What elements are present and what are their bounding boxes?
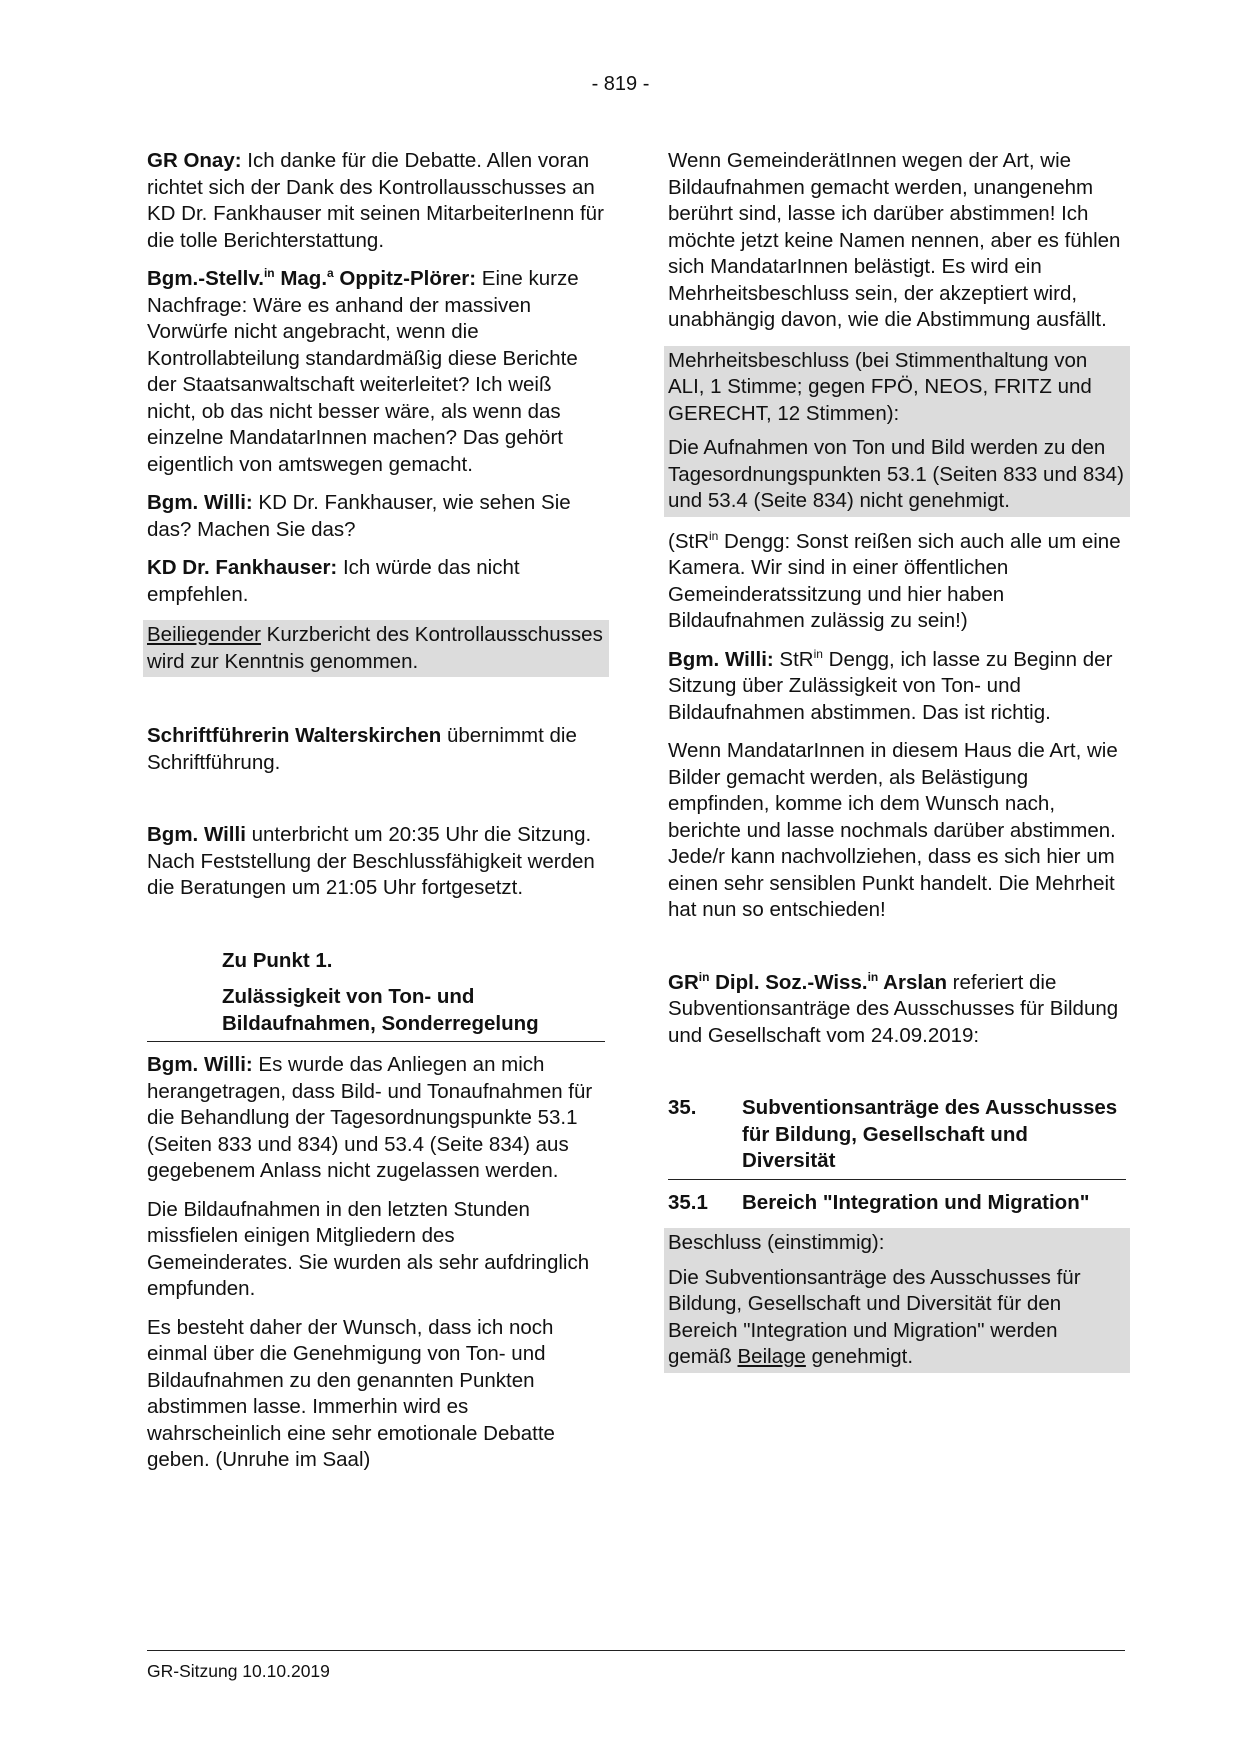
agenda-item-35-1 [668, 1190, 1126, 1217]
resolution-vote: Mehrheitsbeschluss (bei Stimmenthaltung von ALI, 1 Stimme; gegen FPÖ, NEOS, FRITZ und GERECHT, 12 Stimmen): [668, 348, 1092, 425]
speaker: Bgm.-Stellv.$^{in}$ Mag.$^a$ Oppitz-Plörer: [147, 266, 477, 290]
footer: GR-Sitzung 10.10.2019 [147, 1650, 1125, 1682]
resolution-vote: Beschluss (einstimmig): [668, 1231, 885, 1254]
paragraph-mandatarinnen: Wenn MandatarInnen in diesem Haus die Art, wie Bilder gemacht werden, als Belästigung empfinden, komme ich dem Wunsch nach, berichte und lasse nochmals darüber abstimmen. Jede/r kann nachvollziehen, dass es sich hier um einen sehr sensiblen Punkt handelt. Die Mehrheit hat nun so entschieden! [668, 739, 1118, 921]
agenda-item-title: Subventionsanträge des Ausschusses für Bildung, Gesellschaft und Diversität [742, 1096, 1118, 1172]
speaker: Bgm. Willi [147, 823, 246, 846]
agenda-item-number: 35.1 [668, 1190, 708, 1214]
resolution-box-beschluss [664, 1228, 1130, 1373]
left-column [147, 148, 605, 1486]
paragraph-gemeinderaete: Wenn GemeinderätInnen wegen der Art, wie Bildaufnahmen gemacht werden, unangenehm berührt sind, lasse ich darüber abstimmen! Ich möchte jetzt keine Namen nennen, aber es fühlen sich MandatarInnen belästigt. Es wird ein Mehrheitsbeschluss sein, der akzeptiert wird, unabhängig davon, wie die Abstimmung ausfällt. [668, 149, 1121, 331]
paragraph-arslan [668, 970, 1126, 1050]
paragraph-text: Ich danke für die Debatte. Allen voran richtet sich der Dank des Kontrollausschusses an KD Dr. Fankhauser mit seinen MitarbeiterInenn für die tolle Berichterstattung. [147, 149, 604, 252]
paragraph-text: referiert die Subventionsanträge des Ausschusses für Bildung und Gesellschaft vom 24.09.2019: [668, 970, 1119, 1047]
agenda-item-title: Zulässigkeit von Ton- und Bildaufnahmen, Sonderregelung [222, 985, 539, 1035]
paragraph-fankhauser [147, 555, 605, 608]
paragraph-unterbrechung [147, 822, 605, 902]
paragraph-oppitz-ploerer [147, 266, 605, 478]
paragraph-dengg: (StR$^{in}$ Dengg: Sonst reißen sich auch alle um eine Kamera. Wir sind in einer öffentlichen Gemeinderatssitzung und hier haben Bildaufnahmen zulässig zu sein!) [668, 528, 1121, 632]
paragraph-willi-3: Bgm. Willi: StR$^{in}$ Dengg, ich lasse zu Beginn der Sitzung über Zulässigkeit von Ton- und Bildaufnahmen abstimmen. Das ist richtig. [668, 646, 1113, 724]
paragraph-text: Ich würde das nicht empfehlen. [147, 556, 520, 606]
paragraph-willi-1 [147, 490, 605, 543]
speaker: Schriftführerin Walterskirchen [147, 724, 442, 747]
beilage-link[interactable]: Beilage [737, 1345, 806, 1368]
paragraph-text: übernimmt die Schriftführung. [147, 724, 577, 774]
paragraph-willi-2 [147, 1052, 605, 1185]
speaker: GR Onay: [147, 149, 242, 172]
speaker: Bgm. Willi: [147, 491, 253, 514]
paragraph-text: Eine kurze Nachfrage: Wäre es anhand der massiven Vorwürfe nicht angebracht, wenn die Kontrollabteilung standardmäßig diese Berichte der Staatsanwaltschaft weiterleitet? Ich weiß nicht, ob das nicht besser wäre, als wenn das einzelne MandatarInnen machen? Das gehört eigentlich von amtswegen gemacht. [147, 267, 579, 476]
paragraph-schriftfuehrung [147, 723, 605, 776]
page-number: - 819 - [591, 73, 650, 95]
heading-rule [147, 1041, 605, 1042]
resolution-text: Die Aufnahmen von Ton und Bild werden zu den Tagesordnungspunkten 53.1 (Seiten 833 und 834) und 53.4 (Seite 834) nicht genehmigt. [668, 436, 1124, 512]
speaker: $GR^{in}$ Dipl. Soz.-Wiss.$^{in}$ Arslan [668, 969, 947, 994]
resolution-text: Kurzbericht des Kontrollausschusses wird zur Kenntnis genommen. [147, 623, 603, 673]
agenda-item-heading [147, 948, 605, 1038]
paragraph-onay [147, 148, 605, 254]
paragraph-text: KD Dr. Fankhauser, wie sehen Sie das? Machen Sie das? [147, 491, 571, 541]
agenda-item-number: Zu Punkt 1. [222, 948, 333, 972]
right-column [668, 148, 1126, 1385]
speaker: Bgm. Willi: [147, 1053, 253, 1076]
paragraph-text: Es wurde das Anliegen an mich herangetragen, dass Bild- und Tonaufnahmen für die Behandlung der Tagesordnungspunkte 53.1 (Seiten 833 und 834) und 53.4 (Seite 834) aus gegebenem Anlass nicht zugelassen werden. [147, 1053, 593, 1182]
heading-rule [668, 1179, 1126, 1180]
paragraph-wunsch: Es besteht daher der Wunsch, dass ich noch einmal über die Genehmigung von Ton- und Bildaufnahmen zu den genannten Punkten abstimmen lasse. Immerhin wird es wahrscheinlich eine sehr emotionale Debatte geben. (Unruhe im Saal) [147, 1315, 555, 1471]
paragraph-bildaufnahmen: Die Bildaufnahmen in den letzten Stunden missfielen einigen Mitgliedern des Gemeinderates. Sie wurden als sehr aufdringlich empfunden. [147, 1197, 590, 1300]
resolution-box-kurzbericht [143, 620, 609, 677]
resolution-box-mehrheitsbeschluss [664, 346, 1130, 517]
resolution-text: Die Subventionsanträge des Ausschusses für Bildung, Gesellschaft und Diversität für den Bereich "Integration und Migration" werden gemäß Beilage genehmigt. [668, 1265, 1081, 1368]
beiliegender-link[interactable]: Beiliegender [147, 623, 261, 646]
agenda-item-35 [668, 1095, 1126, 1175]
paragraph-text: unterbricht um 20:35 Uhr die Sitzung. Nach Feststellung der Beschlussfähigkeit werden die Beratungen um 21:05 Uhr fortgesetzt. [147, 823, 595, 899]
agenda-item-title: Bereich "Integration und Migration" [742, 1190, 1090, 1214]
speaker: Bgm. Willi: [668, 647, 774, 671]
agenda-item-number: 35. [668, 1096, 697, 1119]
speaker: KD Dr. Fankhauser: [147, 556, 338, 579]
